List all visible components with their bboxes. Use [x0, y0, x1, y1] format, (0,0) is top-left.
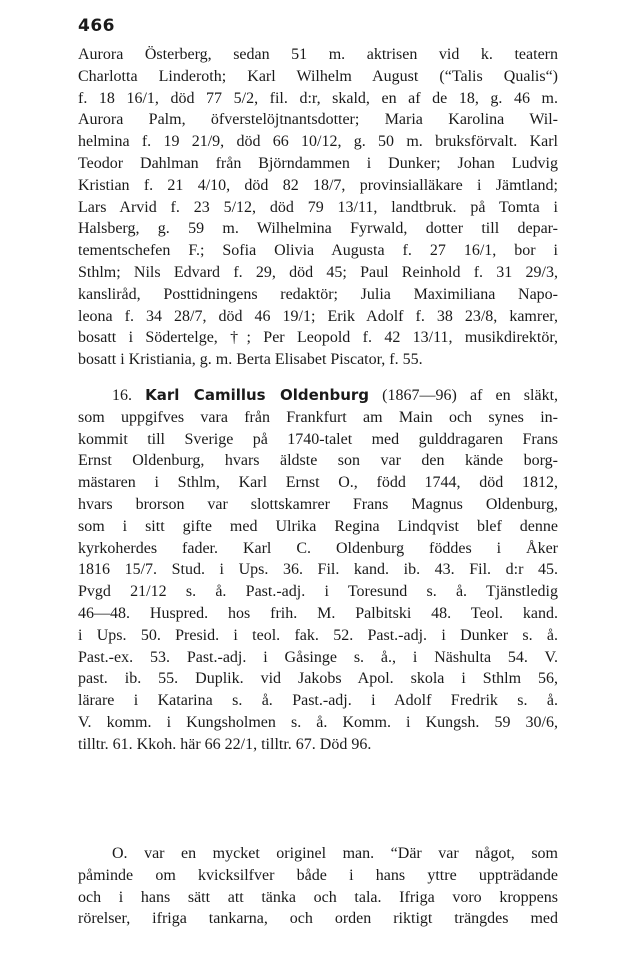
text-line: Aurora Palm, öfverstelöjtnantsdotter; Maria Karolina Wil-: [78, 111, 558, 129]
entry-heading-line: [78, 385, 558, 407]
text-line: 46—48. Huspred. hos frih. M. Palbitski 48. Teol. kand.: [78, 604, 558, 622]
text-line: leona f. 34 28/7, död 46 19/1; Erik Adolf f. 38 23/8, kamrer,: [78, 307, 558, 325]
text-line: Charlotta Linderoth; Karl Wilhelm August (“Talis Qualis“): [78, 67, 558, 85]
text-line: kansliråd, Posttidningens redaktör; Julia Maximiliana Napo-: [78, 285, 558, 303]
text-line: tilltr. 61. Kkoh. här 66 22/1, tilltr. 67. Död 96.: [78, 735, 372, 753]
text-line: tementschefen F.; Sofia Olivia Augusta f. 27 16/1, bor i: [78, 242, 558, 260]
text-line: Aurora Österberg, sedan 51 m. aktrisen vid k. teatern: [78, 46, 558, 63]
entry-name: Karl Camillus Oldenburg: [145, 386, 370, 404]
text-line: hvars brorson var slottskamrer Frans Magnus Oldenburg,: [78, 495, 558, 513]
text-line: kommit till Sverige på 1740-talet med gulddragaren Frans: [78, 430, 558, 448]
text-line: Kristian f. 21 4/10, död 82 18/7, provinsialläkare i Jämtland;: [78, 176, 558, 194]
entry-number: 16.: [112, 387, 132, 404]
page-number: 466: [78, 16, 115, 36]
text-line: helmina f. 19 21/9, död 66 10/12, g. 50 m. bruksförvalt. Karl: [78, 133, 558, 151]
paragraph-family-list: [78, 44, 558, 371]
text-line: som i sitt gifte med Ulrika Regina Lindqvist blef denne: [78, 517, 558, 535]
text-line: Halsberg, g. 59 m. Wilhelmina Fyrwald, dotter till depar-: [78, 220, 558, 238]
text-line: 1816 15/7. Stud. i Ups. 36. Fil. kand. ib. 43. Fil. d:r 45.: [78, 561, 558, 579]
text-line: lärare i Katarina s. å. Past.-adj. i Adolf Fredrik s. å.: [78, 692, 558, 710]
text-line: Sthlm; Nils Edvard f. 29, död 45; Paul Reinhold f. 31 29/3,: [78, 263, 558, 281]
text-line: och i hans sätt att tänka och tala. Ifriga voro kroppens: [78, 888, 558, 906]
paragraph-biography: [78, 385, 558, 756]
paragraph-character: [78, 843, 558, 930]
text-line: som uppgifves vara från Frankfurt am Main och synes in-: [78, 408, 558, 426]
text-line: Lars Arvid f. 23 5/12, död 79 13/11, landtbruk. på Tomta i: [78, 198, 558, 216]
text-line: f. 18 16/1, död 77 5/2, fil. d:r, skald, en af de 18, g. 46 m.: [78, 89, 558, 107]
text-line: (1867—96) af en släkt,: [369, 387, 559, 404]
text-line: Pvgd 21/12 s. å. Past.-adj. i Toresund s. å. Tjänstledig: [78, 583, 558, 601]
text-line: Ernst Oldenburg, hvars äldste son var den kände borg-: [78, 452, 558, 470]
text-line: påminde om kvicksilfver både i hans yttre uppträdande: [78, 866, 558, 884]
text-line: Past.-ex. 53. Past.-adj. i Gåsinge s. å., i Näshulta 54. V.: [78, 648, 558, 666]
text-line: i Ups. 50. Presid. i teol. fak. 52. Past.-adj. i Dunker s. å.: [78, 626, 558, 644]
text-line: O. var en mycket originel man. “Där var något, som: [112, 845, 558, 862]
text-line: past. ib. 55. Duplik. vid Jakobs Apol. skola i Sthlm 56,: [78, 670, 558, 688]
text-line: V. komm. i Kungsholmen s. å. Komm. i Kungsh. 59 30/6,: [78, 713, 558, 731]
text-line: kyrkoherdes fader. Karl C. Oldenburg föddes i Åker: [78, 539, 558, 557]
text-line: mästaren i Sthlm, Karl Ernst O., född 1744, död 1812,: [78, 474, 558, 492]
text-line: Teodor Dahlman från Björndammen i Dunker; Johan Ludvig: [78, 154, 558, 172]
text-line: rörelser, ifriga tankarna, och orden riktigt trängdes med: [78, 910, 558, 928]
text-line: bosatt i Södertelge, †; Per Leopold f. 42 13/11, musikdirektör,: [78, 329, 558, 347]
text-line: bosatt i Kristiania, g. m. Berta Elisabet Piscator, f. 55.: [78, 351, 423, 369]
